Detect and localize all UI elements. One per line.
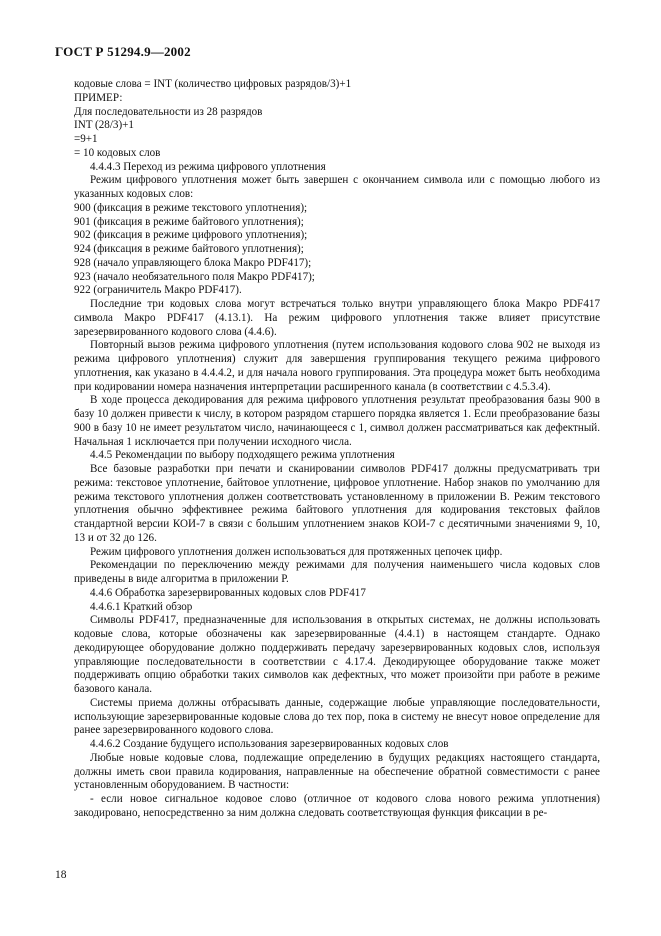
list-item: 928 (начало управляющего блока Макро PDF417);	[74, 256, 312, 269]
list-item: 923 (начало необязательного поля Макро PDF417);	[74, 270, 315, 283]
example-line: INT (28/3)+1	[74, 119, 134, 132]
paragraph: Символы PDF417, предназначенные для использования в открытых системах, не должны использовать кодовые слова, которые обозначены как зарезервированные (4.4.1) в настоящем стандарте. Однако декодирующее оборудование должно поддерживать передачу зарезервированных кодовых слов, используя управляющие последовательности в соответствии с 4.17.4. Декодирующее оборудование также может поддерживать опцию обработки таких символов как дефектных, что может произойти при работе в режиме базового канала.	[74, 614, 600, 695]
list-item: 900 (фиксация в режиме текстового уплотнения);	[74, 201, 308, 214]
paragraph: Режим цифрового уплотнения может быть завершен с окончанием символа или с помощью любого из указанных кодовых слов:	[74, 174, 600, 200]
paragraph: Все базовые разработки при печати и сканировании символов PDF417 должны предусматривать три режима: текстовое уплотнение, байтовое уплотнение, цифровое уплотнение. Набор знаков по умолчанию для режима текстового уплотнения должен соответствовать установленному в приложении В. Режим текстового уплотнения обычно эффективнее режима байтового уплотнения для кодирования текстовых файлов стандартной версии КОИ-7 в связи с большим уплотнением знаков КОИ-7 с десятичными значениями 9, 10, 13 и от 32 до 126.	[74, 463, 600, 544]
paragraph: Системы приема должны отбрасывать данные, содержащие любые управляющие последовательности, использующие зарезервированные кодовые слова до тех пор, пока в систему не внесут новое определение для ранее зарезервированного кодового слова.	[74, 696, 600, 737]
subsection-heading: 4.4.6.1 Краткий обзор	[90, 600, 193, 613]
example-label: ПРИМЕР:	[74, 91, 123, 104]
formula-line: кодовые слова = INT (количество цифровых разрядов/3)+1	[74, 78, 352, 90]
paragraph: Любые новые кодовые слова, подлежащие определению в будущих редакциях настоящего стандарта, должны иметь свои правила кодирования, направленные на обеспечение обратной совместимости с ранее установленным оборудованием. В частности:	[74, 751, 600, 792]
paragraph: В ходе процесса декодирования для режима цифрового уплотнения результат преобразования базы 900 в базу 10 должен привести к числу, в котором разрядом старшего порядка является 1. Если преобразование базы 900 в базу 10 не имеет результатом число, начинающееся с 1, символ должен рассматриваться как дефектный. Начальная 1 исключается при получении исходного числа.	[74, 394, 600, 448]
section-heading: 4.4.6 Обработка зарезервированных кодовых слов PDF417	[90, 586, 366, 599]
list-item: 922 (ограничитель Макро PDF417).	[74, 284, 242, 297]
example-line: = 10 кодовых слов	[74, 146, 161, 159]
subsection-heading: 4.4.6.2 Создание будущего использования зарезервированных кодовых слов	[90, 738, 449, 750]
paragraph: - если новое сигнальное кодовое слово (отличное от кодового слова нового режима уплотнения) закодировано, непосредственно за ним должна следовать соответствующая функция фиксации в ре-	[74, 793, 600, 819]
paragraph: Последние три кодовых слова могут встречаться только внутри управляющего блока Макро PDF417 символа Макро PDF417 (4.13.1). На режим цифрового уплотнения также влияет присутствие зарезервированного кодового слова (4.4.6).	[74, 298, 600, 338]
section-heading: 4.4.4.3 Переход из режима цифрового уплотнения	[90, 160, 326, 173]
page-body	[74, 78, 600, 821]
paragraph: Рекомендации по переключению между режимами для получения наименьшего числа кодовых слов приведены в виде алгоритма в приложении Р.	[74, 559, 600, 585]
page-number: 18	[55, 869, 67, 881]
list-item: 901 (фиксация в режиме байтового уплотнения);	[74, 215, 304, 228]
list-item: 902 (фиксация в режиме цифрового уплотнения);	[74, 229, 308, 242]
example-line: Для последовательности из 28 разрядов	[74, 105, 263, 118]
list-item: 924 (фиксация в режиме байтового уплотнения);	[74, 243, 304, 255]
paragraph: Режим цифрового уплотнения должен использоваться для протяженных цепочек цифр.	[90, 545, 503, 558]
paragraph: Повторный вызов режима цифрового уплотнения (путем использования кодового слова 902 не выходя из режима цифрового уплотнения) служит для завершения группирования текущего режима цифрового уплотнения, как указано в 4.4.4.2, и для начала нового группирования. Эта процедура может быть необходима при кодировании номера назначения интерпретации расширенного канала (в соответствии с 4.5.3.4).	[74, 339, 600, 393]
document-header: ГОСТ Р 51294.9—2002	[55, 44, 191, 59]
example-line: =9+1	[74, 133, 98, 145]
section-heading: 4.4.5 Рекомендации по выбору подходящего режима уплотнения	[90, 449, 395, 462]
